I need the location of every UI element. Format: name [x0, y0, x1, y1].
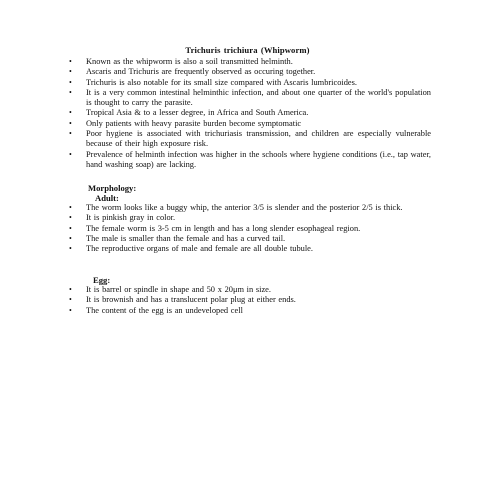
bullet-icon: •: [69, 213, 72, 223]
egg-heading: Egg:: [93, 275, 111, 285]
bullet-icon: •: [69, 108, 72, 118]
egg-bullet-list: [0, 285, 431, 316]
list-item: • The reproductive organs of male and female are all double tubule.: [69, 244, 313, 254]
bullet-icon: •: [69, 223, 72, 233]
adult-heading: Adult:: [95, 193, 119, 203]
bullet-icon: •: [69, 87, 72, 97]
list-item: • Prevalence of helminth infection was higher in the schools where hygiene conditions (i.e., tap water, hand washing soap) are lacking.: [69, 149, 431, 169]
adult-bullet-list: [0, 203, 431, 254]
list-item: • Only patients with heavy parasite burden become symptomatic: [69, 118, 302, 128]
bullet-icon: •: [69, 305, 72, 315]
bullet-icon: •: [69, 295, 72, 305]
list-item: • It is barrel or spindle in shape and 50 x 20μm in size.: [69, 285, 271, 294]
list-item: • It is brownish and has a translucent polar plug at either ends.: [69, 295, 296, 305]
list-item: • The content of the egg is an undeveloped cell: [69, 305, 243, 315]
bullet-icon: •: [69, 57, 72, 66]
list-item: • It is pinkish gray in color.: [69, 213, 176, 223]
list-item: • The male is smaller than the female and has a curved tail.: [69, 233, 286, 243]
bullet-icon: •: [69, 285, 72, 294]
list-item: • Tropical Asia & to a lesser degree, in Africa and South America.: [69, 108, 309, 118]
list-item: • It is a very common intestinal helminthic infection, and about one quarter of the world's population is thought to carry the parasite.: [69, 87, 431, 108]
list-item: • The worm looks like a buggy whip, the anterior 3/5 is slender and the posterior 2/5 is thick.: [69, 203, 403, 212]
intro-bullet-list: [0, 57, 431, 170]
document-title: Trichuris trichiura (Whipworm): [185, 45, 310, 55]
morphology-heading: Morphology:: [88, 183, 137, 193]
bullet-icon: •: [69, 244, 72, 254]
bullet-icon: •: [69, 67, 72, 77]
bullet-icon: •: [69, 77, 72, 87]
bullet-icon: •: [69, 149, 72, 159]
list-item: • Known as the whipworm is also a soil transmitted helminth.: [69, 57, 293, 66]
list-item: • Ascaris and Trichuris are frequently observed as occuring together.: [69, 67, 316, 77]
bullet-icon: •: [69, 233, 72, 243]
bullet-icon: •: [69, 203, 72, 212]
list-item: • The female worm is 3-5 cm in length and has a long slender esophageal region.: [69, 223, 361, 233]
bullet-icon: •: [69, 129, 72, 139]
list-item: • Trichuris is also notable for its small size compared with Ascaris lumbricoides.: [69, 77, 357, 87]
bullet-icon: •: [69, 118, 72, 128]
list-item: • Poor hygiene is associated with trichuriasis transmission, and children are especially vulnerable because of their high exposure risk.: [69, 129, 431, 149]
